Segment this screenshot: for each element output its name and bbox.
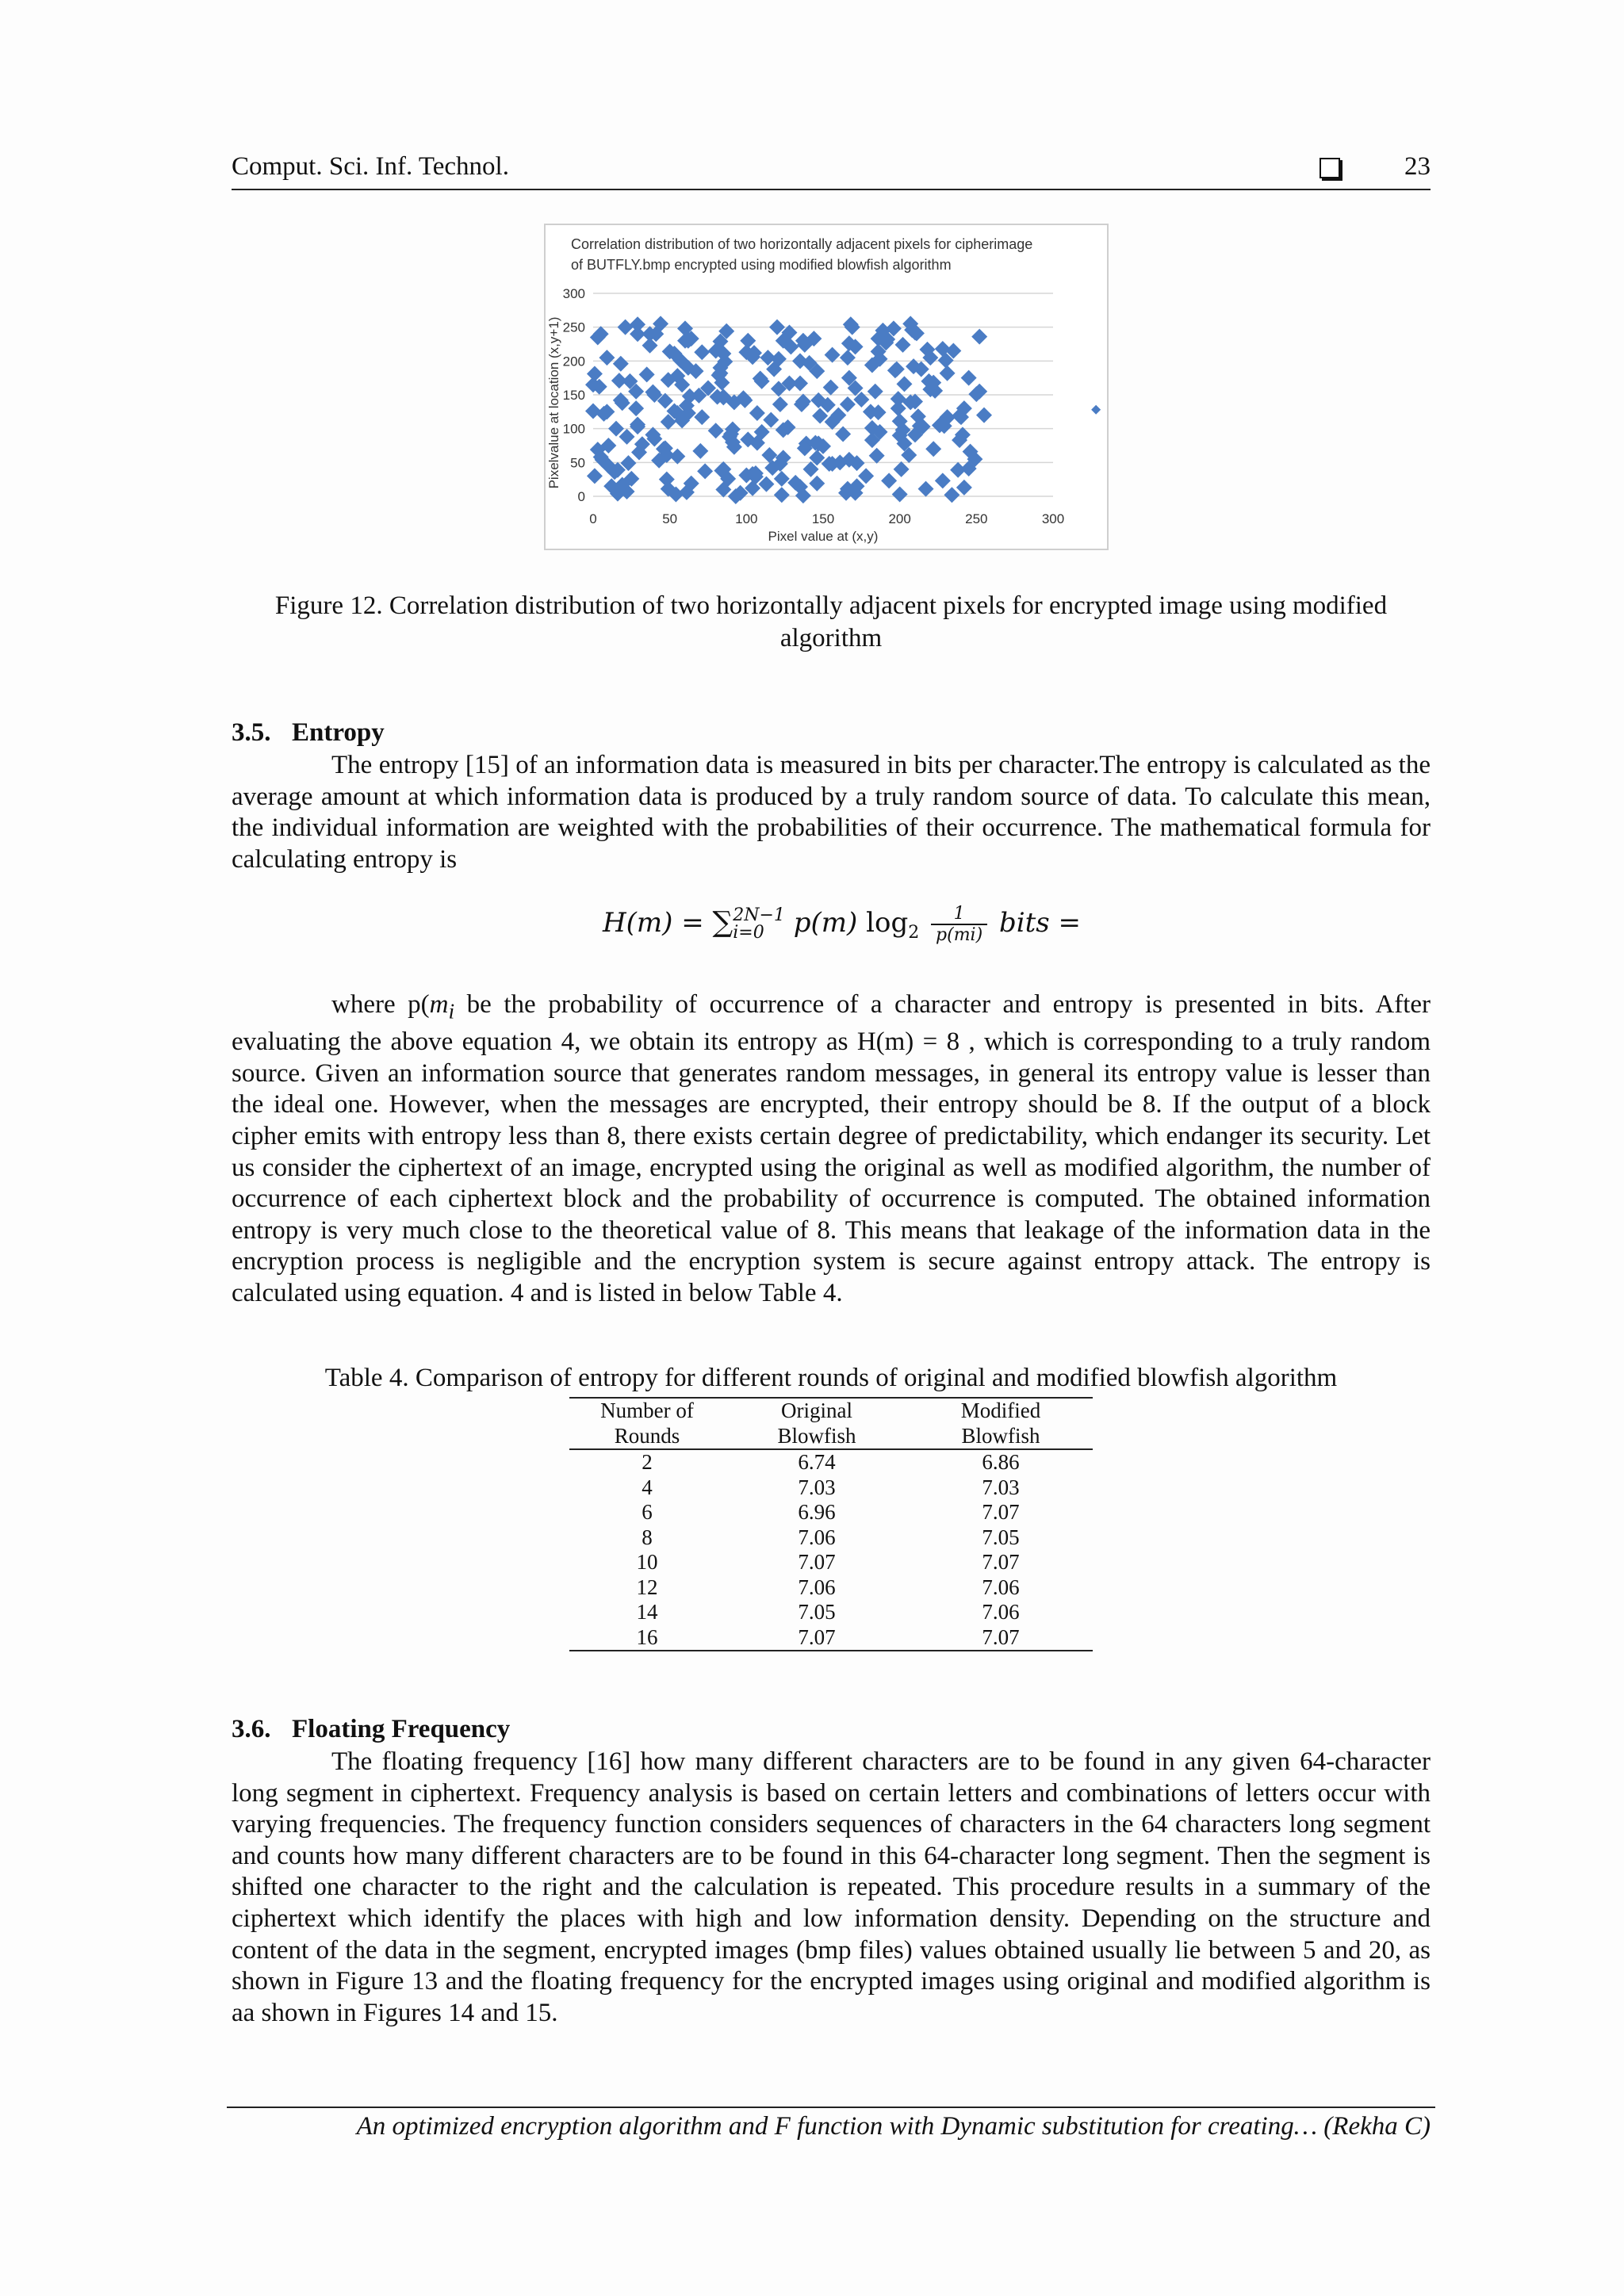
cell-original: 6.96: [798, 1500, 836, 1524]
y-tick-label: 150: [562, 388, 585, 403]
data-point: [613, 356, 629, 372]
data-point: [708, 423, 724, 438]
cell-original: 7.07: [798, 1550, 836, 1574]
data-point: [772, 396, 788, 412]
header-rounds-line2: Rounds: [614, 1423, 680, 1448]
table-caption: Table 4. Comparison of entropy for different rounds of original and modified blowfish algorithm: [324, 1364, 1338, 1392]
table-row: [569, 1575, 1093, 1601]
data-point: [761, 447, 777, 463]
y-tick-label: 250: [562, 320, 585, 335]
formula-term: p(m): [793, 907, 858, 939]
x-axis-label: Pixel value at (x,y): [768, 529, 879, 544]
header-original: [725, 1398, 909, 1449]
cell-original: 7.06: [798, 1525, 836, 1549]
cell-rounds: 4: [642, 1475, 653, 1499]
formula-equals: =: [681, 907, 704, 939]
data-point: [940, 365, 956, 381]
entropy-paragraph-1: The entropy [15] of an information data is measured in bits per character.The entropy is calculated as the average amount at which information data is produced by a truly random source of data. To calculate this mean, the individual information are weighted with the probabilities of their occurrence. The mathematical formula for calculating entropy is: [232, 751, 1431, 874]
cell-modified: 6.86: [982, 1450, 1020, 1474]
data-point: [961, 370, 977, 386]
data-point: [587, 468, 603, 484]
y-tick-label: 200: [562, 354, 585, 369]
section-heading-floating-frequency: [232, 1715, 510, 1744]
cell-rounds: 8: [642, 1525, 653, 1549]
entropy-paragraph-2: where $p(m_i$ be the probability of occurrence of a character and entropy is presented in bits. After evaluating the above equation 4, we obtain its entropy as H(m) = 8 , which is corresponding to a truly random source. Given an information source that generates random messages, in general its entropy value is lesser than the ideal one. However, when the messages are encrypted, their entropy should be 8. If the output of a block cipher emits with entropy less than 8, there exists certain degree of predictability, which endanger its security. Let us consider the ciphertext of an image, encrypted using the original as well as modified algorithm, the number of occurrence of each ciphertext block and the probability of occurrence is computed. The obtained information entropy is very much close to the theoretical value of 8. This means that leakage of the information data in the encryption process is negligible and the encryption system is secure against entropy attack. The entropy is calculated using equation. 4 and is listed in below Table 4.: [232, 990, 1431, 1307]
y-tick-label: 300: [562, 286, 585, 301]
header-modified-line2: Blowfish: [961, 1423, 1040, 1448]
header-rounds: [569, 1398, 725, 1449]
data-point: [892, 486, 908, 502]
cell-original: 7.06: [798, 1575, 836, 1599]
x-tick-label: 150: [811, 511, 835, 526]
data-point: [823, 380, 839, 396]
data-point: [868, 384, 883, 400]
x-tick-label: 100: [735, 511, 758, 526]
running-header: [232, 152, 1431, 190]
table-row: [569, 1475, 1093, 1501]
journal-name: Comput. Sci. Inf. Technol.: [232, 152, 509, 181]
floating-frequency-paragraph: The floating frequency [16] how many different characters are to be found in any given 64-character long segment in ciphertext. Frequency analysis is based on certain letters and combinations of letters occur with varying frequencies. The frequency function considers sequences of characters in the 64 characters long segment and counts how many different characters are to be found in this 64-character long segment. Then the segment is shifted one character to the right and the calculation is repeated. This procedure results in a summary of the ciphertext which identify the places with high and low information density. Depending on the structure and content of the data in the segment, encrypted images (bmp files) values obtained usually lie between 5 and 20, as shown in Figure 13 and the floating frequency for the encrypted images using original and modified algorithm is aa shown in Figures 14 and 15.: [232, 1747, 1431, 2027]
data-point: [692, 443, 708, 459]
data-point: [935, 473, 951, 488]
entropy-formula: [603, 904, 1081, 959]
data-point: [763, 412, 779, 428]
x-tick-label: 250: [965, 511, 988, 526]
header-modified: [909, 1398, 1093, 1449]
data-point: [971, 329, 987, 345]
cell-original: 7.05: [798, 1600, 836, 1624]
x-tick-label: 200: [888, 511, 911, 526]
data-point: [896, 376, 912, 392]
cell-modified: 7.07: [982, 1550, 1020, 1574]
figure-caption: Figure 12. Correlation distribution of two horizontally adjacent pixels for encrypted image using modified algorithm: [274, 591, 1388, 652]
y-axis-label: Pixelvalue at location (x,y+1): [546, 316, 561, 489]
table-header-row: [569, 1398, 1093, 1449]
footer-rule: [227, 2107, 1435, 2108]
data-point: [881, 473, 897, 488]
data-point: [628, 400, 644, 416]
data-point: [792, 375, 808, 391]
formula-fraction: [931, 904, 987, 945]
table-row: [569, 1600, 1093, 1625]
header-original-line2: Blowfish: [777, 1423, 856, 1448]
data-point: [639, 366, 655, 382]
data-point: [840, 396, 856, 412]
data-point: [587, 366, 603, 382]
scatter-chart-svg: [546, 225, 1107, 549]
cell-rounds: 6: [642, 1500, 653, 1524]
cell-modified: 7.06: [982, 1575, 1020, 1599]
data-point: [809, 476, 825, 492]
running-footer: An optimized encryption algorithm and F function with Dynamic substitution for creating… (Rekha C): [356, 2112, 1431, 2141]
square-icon: [1320, 158, 1340, 178]
fraction-denominator: p(mi): [936, 925, 983, 945]
data-point: [630, 419, 645, 434]
data-point: [918, 481, 934, 497]
cell-original: 7.03: [798, 1475, 836, 1499]
table-row: [569, 1449, 1093, 1475]
data-point: [925, 441, 941, 457]
cell-original: 6.74: [798, 1450, 836, 1474]
header-original-line1: Original: [781, 1399, 852, 1422]
data-point: [976, 408, 992, 423]
sum-lower: i=0: [733, 923, 764, 943]
data-point: [697, 463, 713, 479]
cell-modified: 7.07: [982, 1500, 1020, 1524]
cell-modified: 7.03: [982, 1475, 1020, 1499]
x-tick-label: 50: [662, 511, 678, 526]
cell-rounds: 12: [636, 1575, 658, 1599]
cell-modified: 7.06: [982, 1600, 1020, 1624]
formula-log-base: 2: [908, 922, 920, 943]
data-point: [944, 487, 959, 503]
header-rounds-line1: Number of: [600, 1399, 694, 1422]
cell-rounds: 2: [642, 1450, 653, 1474]
page-number: 23: [1404, 152, 1431, 181]
data-point: [599, 350, 615, 365]
fraction-numerator: 1: [931, 904, 987, 925]
chart-title-line-2: of BUTFLY.bmp encrypted using modified blowfish algorithm: [571, 257, 952, 273]
data-point: [774, 487, 790, 503]
data-point: [869, 448, 885, 464]
data-point: [894, 461, 910, 477]
outlier-point: [1091, 405, 1101, 415]
section-heading-entropy: [232, 718, 385, 748]
table-row: [569, 1525, 1093, 1551]
data-point: [858, 468, 874, 484]
cell-rounds: 14: [636, 1600, 658, 1624]
formula-lhs: H(m): [603, 907, 673, 939]
cell-original: 7.07: [798, 1624, 836, 1649]
formula-log: log: [866, 907, 909, 939]
header-modified-line1: Modified: [960, 1399, 1041, 1422]
y-tick-label: 100: [562, 421, 585, 437]
data-point: [887, 362, 903, 378]
cell-rounds: 10: [636, 1550, 658, 1574]
cell-modified: 7.05: [982, 1525, 1020, 1549]
x-tick-label: 0: [589, 511, 597, 526]
cell-modified: 7.07: [982, 1624, 1020, 1649]
sum-upper: 2N−1: [733, 905, 785, 925]
y-tick-label: 0: [577, 489, 585, 504]
cell-rounds: 16: [636, 1624, 658, 1649]
table-row: [569, 1550, 1093, 1575]
section-number: 3.6.: [232, 1715, 271, 1743]
data-point: [749, 405, 765, 421]
y-tick-label: 50: [570, 455, 585, 471]
data-point: [895, 337, 911, 353]
data-point: [694, 409, 710, 425]
scatter-chart: [544, 224, 1109, 550]
section-number: 3.5.: [232, 718, 271, 747]
formula-tail: bits =: [999, 907, 1082, 939]
data-point: [956, 480, 972, 496]
section-title: Entropy: [292, 718, 385, 747]
equation-number: [1443, 904, 1444, 905]
sum-symbol: ∑: [712, 906, 733, 939]
x-tick-label: 300: [1041, 511, 1065, 526]
table-row: [569, 1625, 1093, 1651]
chart-title-line-1: Correlation distribution of two horizontally adjacent pixels for cipherimage: [571, 236, 1033, 252]
data-point: [774, 471, 790, 487]
section-title: Floating Frequency: [292, 1715, 511, 1743]
entropy-table: [569, 1397, 1093, 1651]
table-row: [569, 1500, 1093, 1525]
data-point: [694, 344, 710, 360]
